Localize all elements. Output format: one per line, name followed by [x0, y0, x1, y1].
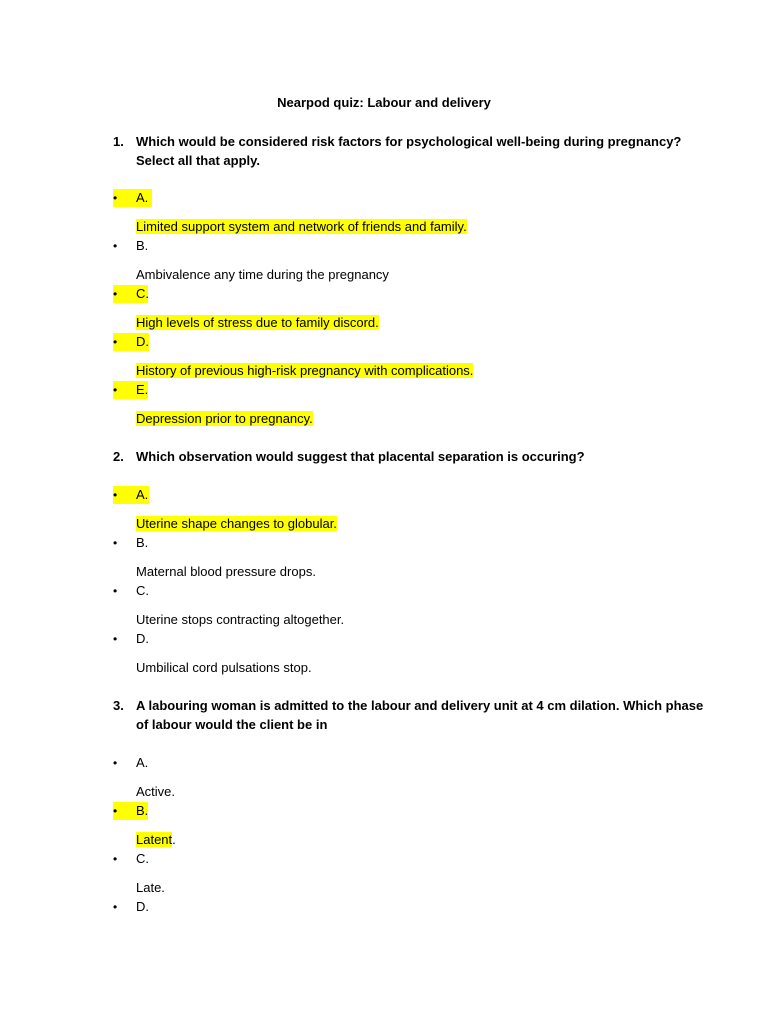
option-3d: [113, 898, 150, 916]
option-3c: [113, 850, 150, 868]
page-title: Nearpod quiz: Labour and delivery: [277, 95, 491, 110]
option-2d: [113, 630, 150, 648]
answer-1c: High levels of stress due to family discord.: [136, 315, 379, 330]
answer-3a: Active.: [136, 784, 176, 799]
bullet-icon: •: [113, 852, 118, 866]
bullet-icon: •: [113, 239, 118, 253]
option-1d: [113, 333, 149, 351]
option-2b: [113, 534, 149, 552]
bullet-icon: •: [113, 287, 118, 301]
option-1b: [113, 237, 149, 255]
option-2a: [113, 486, 149, 504]
question-text: A labouring woman is admitted to the labour and delivery unit at 4 cm dilation. Which phase of labour would the client be in: [136, 698, 704, 732]
bullet-icon: •: [113, 900, 118, 914]
answer-2a: Uterine shape changes to globular.: [136, 516, 337, 531]
question-number: 3.: [113, 698, 124, 713]
option-3b: [113, 802, 148, 820]
answer-1b: Ambivalence any time during the pregnancy: [136, 267, 389, 282]
option-1a: [113, 189, 152, 207]
question-number: 2.: [113, 449, 124, 464]
option-1e: [113, 381, 148, 399]
bullet-icon: •: [113, 804, 118, 818]
question-2: [113, 447, 713, 466]
option-letter: C.: [136, 583, 149, 598]
option-letter: A.: [136, 190, 149, 205]
option-letter: D.: [136, 899, 149, 914]
answer-3c: Late.: [136, 880, 165, 895]
answer-1e: Depression prior to pregnancy.: [136, 411, 313, 426]
question-text: Which would be considered risk factors for psychological well-being during pregnancy? Select all that apply.: [136, 134, 682, 168]
answer-1d: History of previous high-risk pregnancy with complications.: [136, 363, 474, 378]
question-number: 1.: [113, 134, 124, 149]
bullet-icon: •: [113, 335, 118, 349]
option-letter: C.: [136, 286, 149, 301]
option-letter: C.: [136, 851, 149, 866]
question-1: [113, 132, 713, 170]
option-1c: [113, 285, 148, 303]
option-3a: [113, 754, 149, 772]
answer-3b: Latent.: [136, 832, 176, 847]
option-letter: D.: [136, 631, 149, 646]
question-3: [113, 696, 713, 734]
option-2c: [113, 582, 150, 600]
option-letter: E.: [136, 382, 149, 397]
option-letter: A.: [136, 487, 149, 502]
answer-2d: Umbilical cord pulsations stop.: [136, 660, 312, 675]
bullet-icon: •: [113, 488, 118, 502]
bullet-icon: •: [113, 756, 118, 770]
bullet-icon: •: [113, 191, 118, 205]
option-letter: A.: [136, 755, 149, 770]
bullet-icon: •: [113, 632, 118, 646]
question-text: Which observation would suggest that placental separation is occuring?: [136, 449, 585, 464]
answer-1a: Limited support system and network of friends and family.: [136, 219, 467, 234]
answer-2c: Uterine stops contracting altogether.: [136, 612, 345, 627]
answer-2b: Maternal blood pressure drops.: [136, 564, 316, 579]
option-letter: D.: [136, 334, 149, 349]
option-letter: B.: [136, 238, 149, 253]
bullet-icon: •: [113, 584, 118, 598]
option-letter: B.: [136, 535, 149, 550]
option-letter: B.: [136, 803, 149, 818]
bullet-icon: •: [113, 536, 118, 550]
bullet-icon: •: [113, 383, 118, 397]
